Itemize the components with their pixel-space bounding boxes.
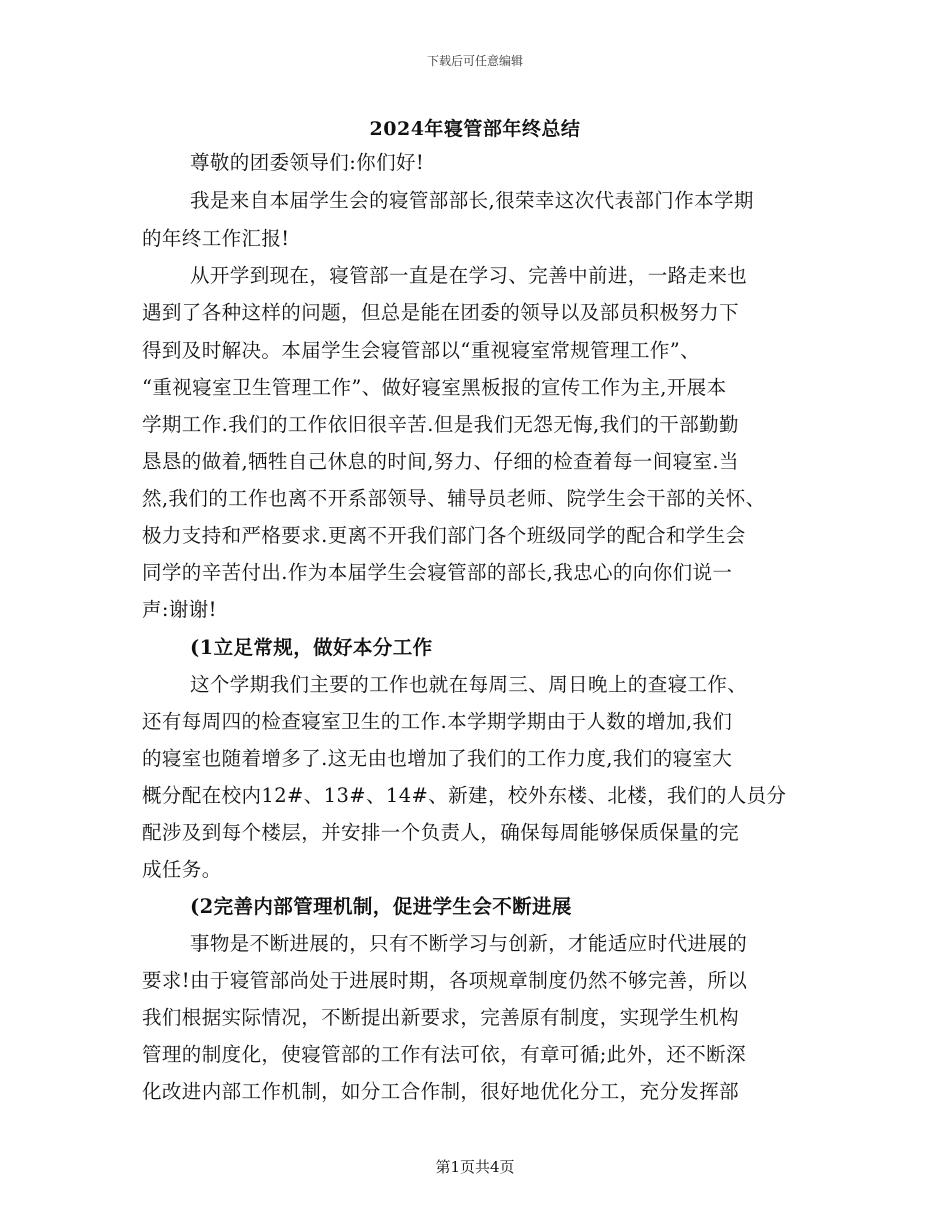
paragraph-line: 同学的辛苦付出.作为本届学生会寝管部的部长,我忠心的向你们说一 (142, 561, 733, 584)
paragraph-line: 这个学期我们主要的工作也就在每周三、周日晚上的查寝工作、 (190, 673, 748, 696)
document-title: 2024年寝管部年终总结 (369, 118, 581, 140)
paragraph-line: 从开学到现在，寝管部一直是在学习、完善中前进，一路走来也 (190, 264, 748, 287)
paragraph-line: 的年终工作汇报! (142, 227, 290, 250)
paragraph-line: 然,我们的工作也离不开系部领导、辅导员老师、院学生会干部的关怀、 (142, 487, 766, 510)
page-footer: 第1页共4页 (435, 1158, 515, 1176)
paragraph-line: 极力支持和严格要求.更离不开我们部门各个班级同学的配合和学生会 (142, 524, 746, 547)
paragraph-line: 遇到了各种这样的问题，但总是能在团委的领导以及部员积极努力下 (142, 301, 740, 324)
paragraph-line: 要求!由于寝管部尚处于进展时期，各项规章制度仍然不够完善，所以 (142, 969, 748, 992)
paragraph-line: 恳恳的做着,牺牲自己休息的时间,努力、仔细的检查着每一间寝室.当 (142, 450, 739, 473)
paragraph-line: 学期工作.我们的工作依旧很辛苦.但是我们无怨无悔,我们的干部勤勤 (142, 413, 739, 436)
paragraph-line: 尊敬的团委领导们:你们好! (190, 151, 425, 174)
paragraph-line: 化改进内部工作机制，如分工合作制，很好地优化分工，充分发挥部 (142, 1080, 740, 1103)
paragraph-line: “重视寝室卫生管理工作”、做好寝室黑板报的宣传工作为主,开展本 (142, 376, 727, 399)
paragraph-line: 我们根据实际情况，不断提出新要求，完善原有制度，实现学生机构 (142, 1006, 740, 1029)
paragraph-line: 声:谢谢! (142, 598, 217, 621)
paragraph-line: 概分配在校内12#、13#、14#、新建，校外东楼、北楼，我们的人员分 (142, 784, 787, 807)
paragraph-line: 事物是不断进展的，只有不断学习与创新，才能适应时代进展的 (190, 932, 748, 955)
paragraph-line: 我是来自本届学生会的寝管部部长,很荣幸这次代表部门作本学期 (190, 189, 754, 212)
paragraph-line: 得到及时解决。本届学生会寝管部以“重视寝室常规管理工作”、 (142, 339, 701, 362)
paragraph-line: 管理的制度化，使寝管部的工作有法可依，有章可循;此外，还不断深 (142, 1043, 746, 1066)
section-heading: (1立足常规，做好本分工作 (190, 636, 433, 659)
paragraph-line: 的寝室也随着增多了.这无由也增加了我们的工作力度,我们的寝室大 (142, 747, 733, 770)
section-heading: (2完善内部管理机制，促进学生会不断进展 (190, 895, 572, 918)
paragraph-line: 成任务。 (142, 858, 222, 881)
paragraph-line: 配涉及到每个楼层，并安排一个负责人，确保每周能够保质保量的完 (142, 821, 740, 844)
paragraph-line: 还有每周四的检查寝室卫生的工作.本学期学期由于人数的增加,我们 (142, 710, 733, 733)
header-note: 下载后可任意编辑 (426, 54, 523, 68)
